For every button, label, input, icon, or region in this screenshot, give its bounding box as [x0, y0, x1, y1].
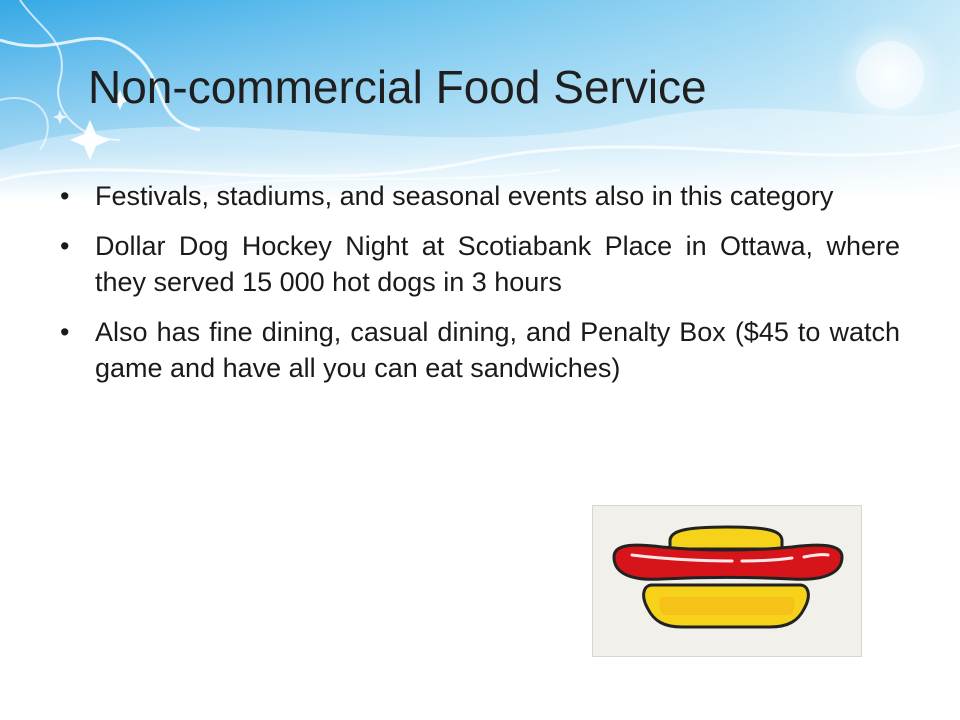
bullet-list [60, 178, 900, 400]
bullet-text: Also has fine dining, casual dining, and Penalty Box ($45 to watch game and have all you can eat sandwiches) [95, 317, 900, 383]
slide-title: Non-commercial Food Service [88, 61, 707, 113]
bullet-item [60, 228, 900, 300]
bullet-item [60, 178, 900, 214]
bullet-text: Dollar Dog Hockey Night at Scotiabank Place in Ottawa, where they served 15 000 hot dogs in 3 hours [95, 231, 900, 297]
bullet-text: Festivals, stadiums, and seasonal events also in this category [95, 181, 834, 211]
bullet-marker: • [60, 231, 70, 261]
bullet-marker: • [60, 181, 70, 211]
hot-dog-icon [592, 505, 862, 657]
bullet-item [60, 314, 900, 386]
bullet-marker: • [60, 317, 70, 347]
